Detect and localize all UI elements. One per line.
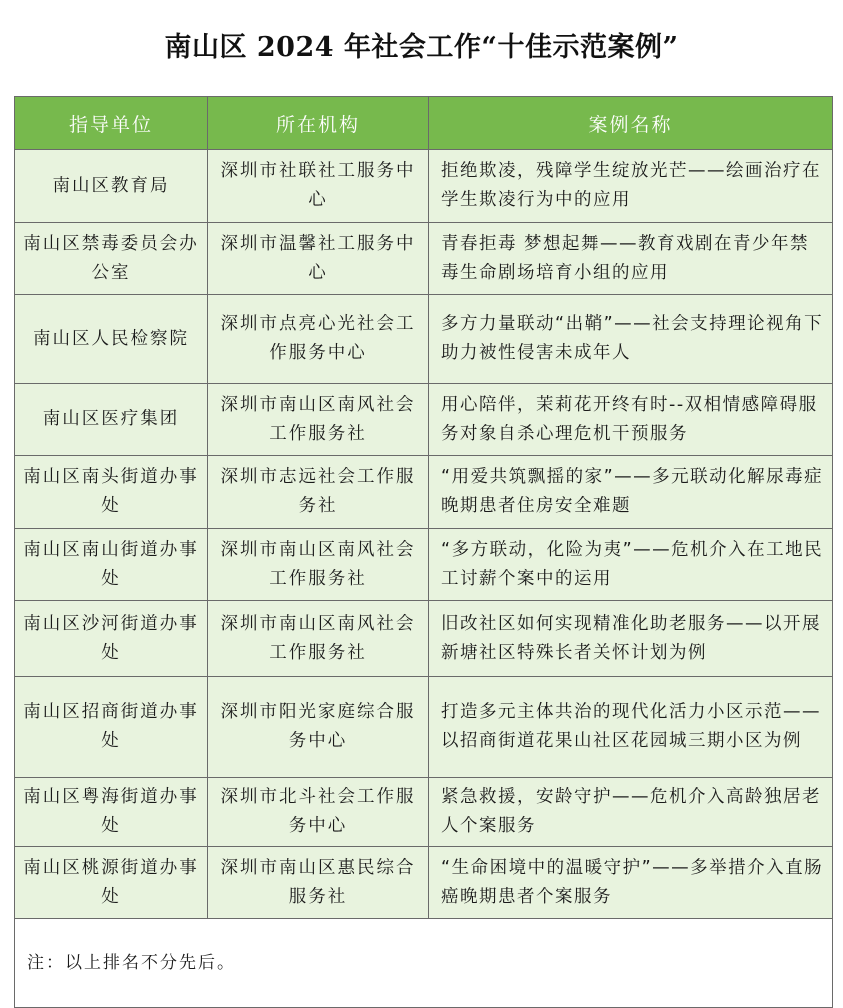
- org-cell: 深圳市南山区南风社会工作服务社: [208, 529, 429, 601]
- header-unit: 指导单位: [15, 97, 208, 150]
- case-cell: 紧急救援，安龄守护——危机介入高龄独居老人个案服务: [429, 778, 833, 847]
- case-cell: 多方力量联动“出鞘”——社会支持理论视角下助力被性侵害未成年人: [429, 295, 833, 384]
- unit-cell: 南山区禁毒委员会办公室: [15, 223, 208, 295]
- case-cell: 打造多元主体共治的现代化活力小区示范——以招商街道花果山社区花园城三期小区为例: [429, 677, 833, 778]
- org-cell: 深圳市阳光家庭综合服务中心: [208, 677, 429, 778]
- case-cell: “多方联动，化险为夷”——危机介入在工地民工讨薪个案中的运用: [429, 529, 833, 601]
- unit-cell: 南山区南头街道办事处: [15, 456, 208, 529]
- table-row: [15, 456, 833, 529]
- org-cell: 深圳市南山区南风社会工作服务社: [208, 384, 429, 456]
- table-row: [15, 384, 833, 456]
- header-case: 案例名称: [429, 97, 833, 150]
- table-row: [15, 529, 833, 601]
- case-cell: 旧改社区如何实现精准化助老服务——以开展新塘社区特殊长者关怀计划为例: [429, 601, 833, 677]
- org-cell: 深圳市南山区惠民综合服务社: [208, 847, 429, 919]
- unit-cell: 南山区粤海街道办事处: [15, 778, 208, 847]
- case-cell: 用心陪伴，茉莉花开终有时--双相情感障碍服务对象自杀心理危机干预服务: [429, 384, 833, 456]
- unit-cell: 南山区招商街道办事处: [15, 677, 208, 778]
- org-cell: 深圳市温馨社工服务中心: [208, 223, 429, 295]
- case-cell: “生命困境中的温暖守护”——多举措介入直肠癌晚期患者个案服务: [429, 847, 833, 919]
- case-cell: 青春拒毒 梦想起舞——教育戏剧在青少年禁毒生命剧场培育小组的应用: [429, 223, 833, 295]
- org-cell: 深圳市点亮心光社会工作服务中心: [208, 295, 429, 384]
- table-row: [15, 295, 833, 384]
- org-cell: 深圳市南山区南风社会工作服务社: [208, 601, 429, 677]
- page-title: 南山区 2024 年社会工作“十佳示范案例”: [164, 32, 679, 63]
- table-row: [15, 150, 833, 223]
- table-row: [15, 223, 833, 295]
- case-cell: 拒绝欺凌，残障学生绽放光芒——绘画治疗在学生欺凌行为中的应用: [429, 150, 833, 223]
- unit-cell: 南山区桃源街道办事处: [15, 847, 208, 919]
- org-cell: 深圳市志远社会工作服务社: [208, 456, 429, 529]
- unit-cell: 南山区南山街道办事处: [15, 529, 208, 601]
- org-cell: 深圳市北斗社会工作服务中心: [208, 778, 429, 847]
- unit-cell: 南山区教育局: [15, 150, 208, 223]
- table-note: 注：以上排名不分先后。: [15, 919, 833, 1008]
- unit-cell: 南山区医疗集团: [15, 384, 208, 456]
- org-cell: 深圳市社联社工服务中心: [208, 150, 429, 223]
- table-row: [15, 601, 833, 677]
- header-org: 所在机构: [208, 97, 429, 150]
- table-row: [15, 847, 833, 919]
- table-row: [15, 677, 833, 778]
- note-row: [15, 919, 833, 1008]
- table-row: [15, 778, 833, 847]
- table-header-row: [15, 97, 833, 150]
- case-cell: “用爱共筑飘摇的家”——多元联动化解尿毒症晚期患者住房安全难题: [429, 456, 833, 529]
- case-table: [14, 96, 833, 1008]
- unit-cell: 南山区沙河街道办事处: [15, 601, 208, 677]
- unit-cell: 南山区人民检察院: [15, 295, 208, 384]
